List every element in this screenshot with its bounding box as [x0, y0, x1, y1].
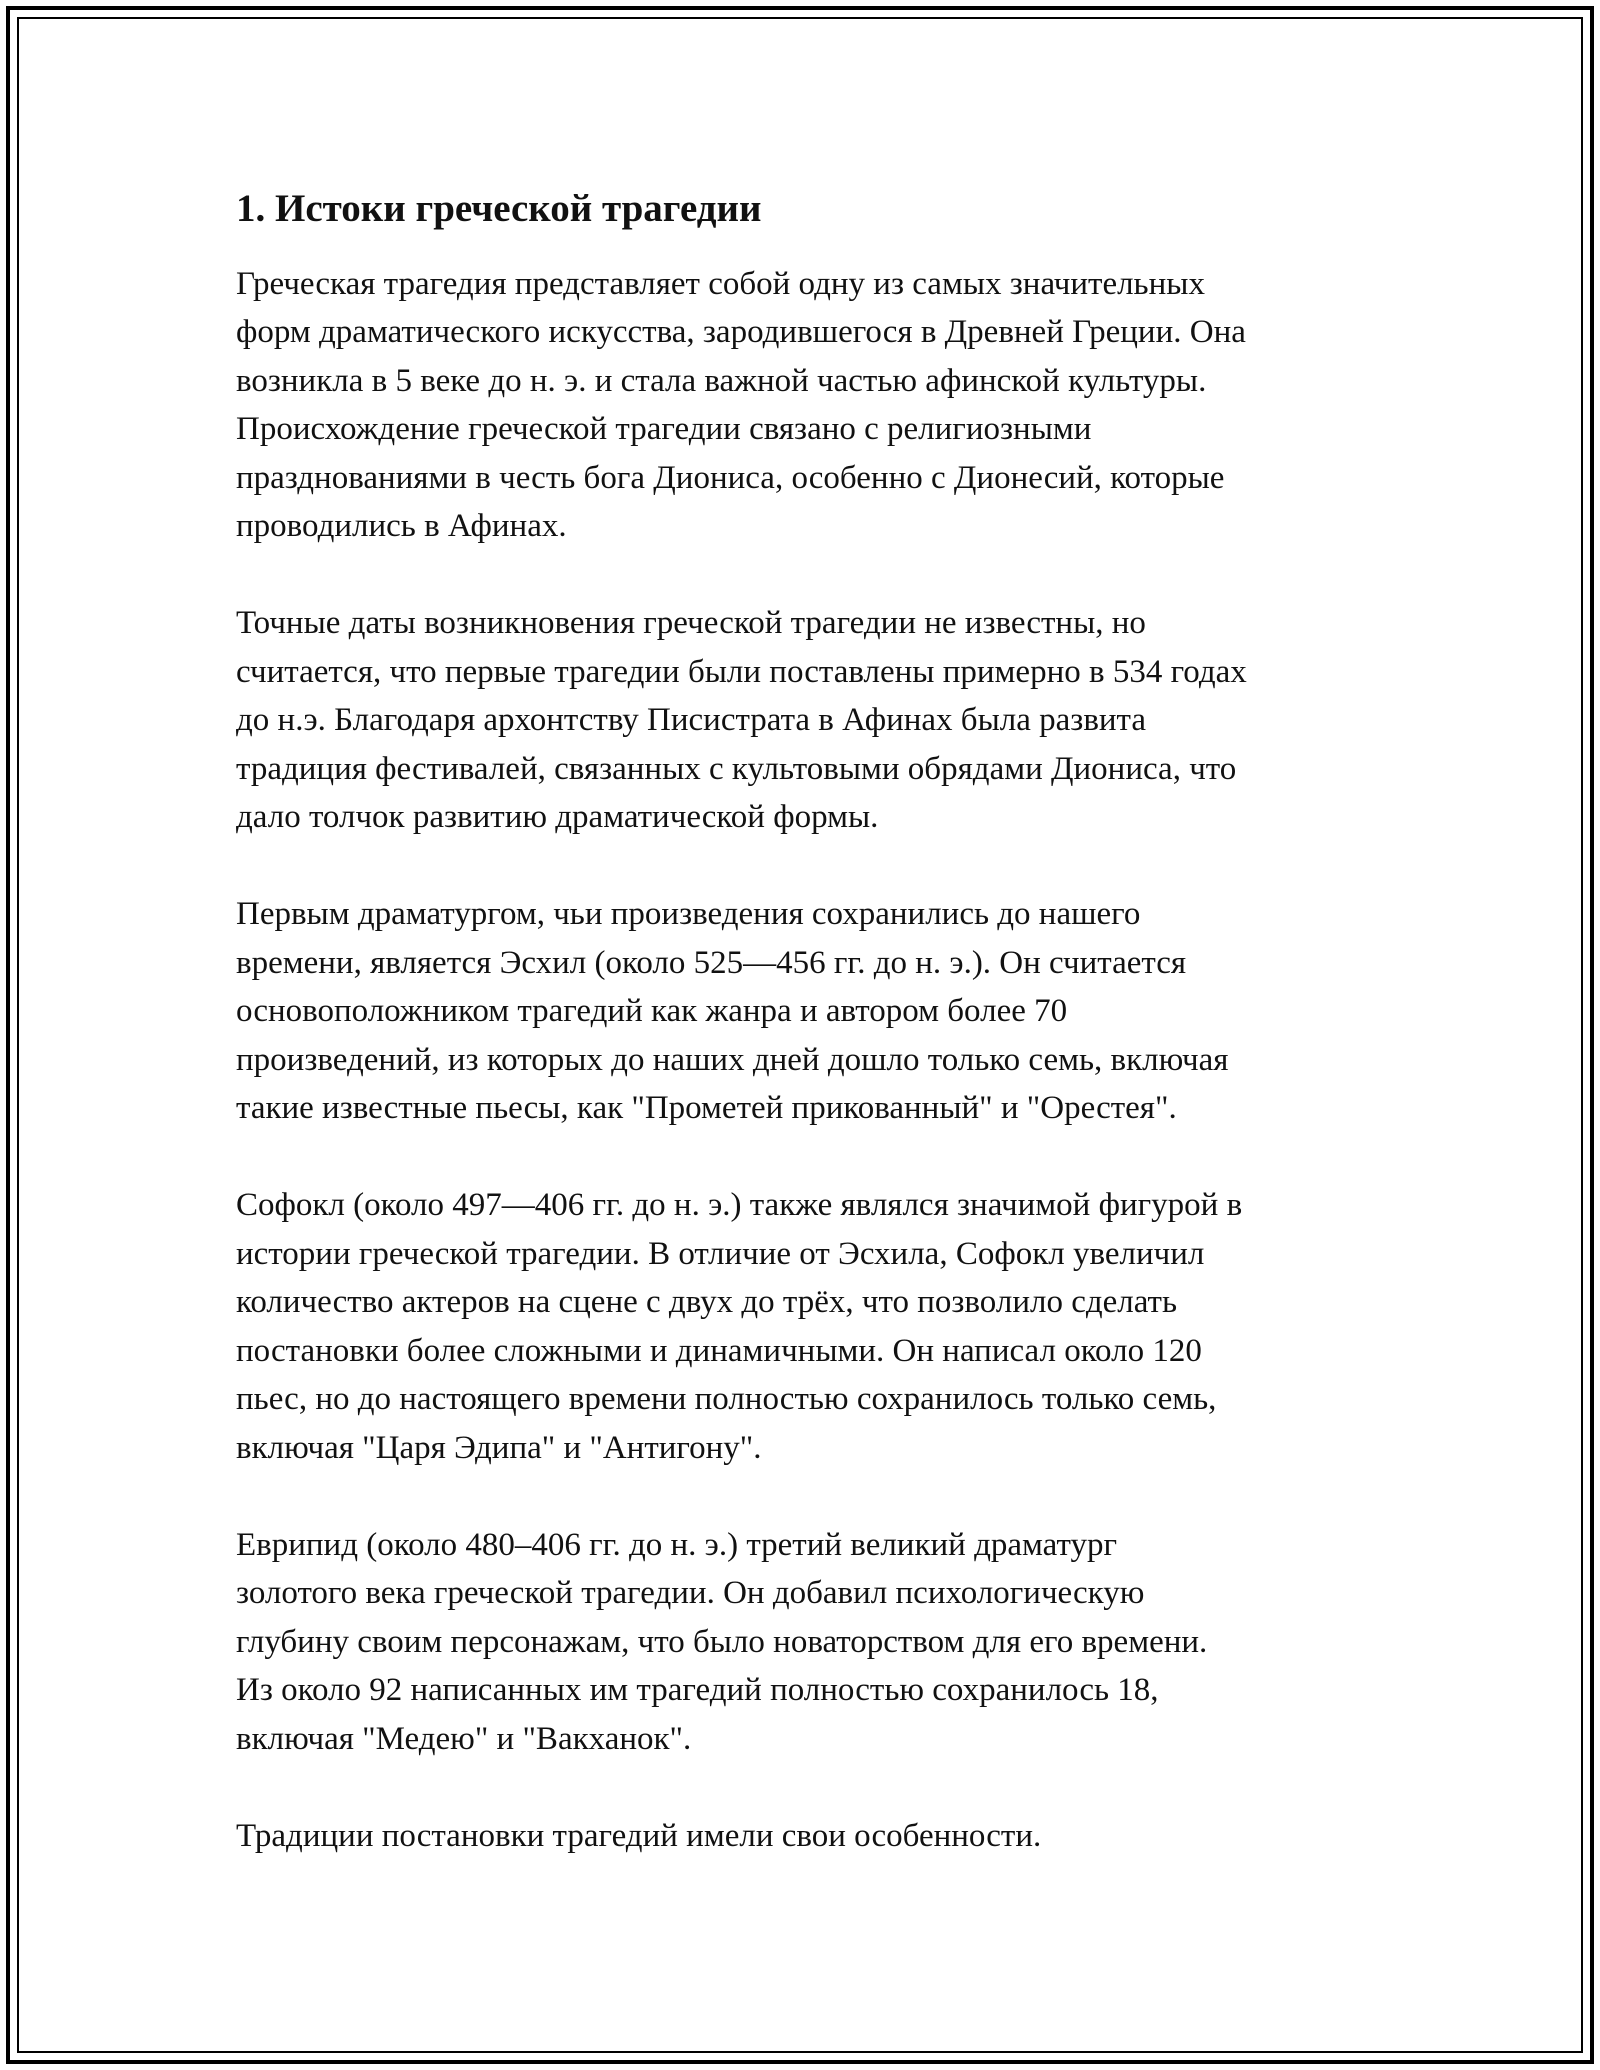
paragraph-dates: Точные даты возникновения греческой трагедии не известны, но считается, что первые трагедии были поставлены примерно в 534 годах до н.э. Благодаря архонтству Писистрата в Афинах была развита традиция фестивалей, связанных с культовыми обрядами Диониса, что дало толчок развитию драматической формы.	[236, 605, 1247, 836]
document-title: 1. Истоки греческой трагедии	[236, 187, 762, 230]
paragraph-sophocles: Софокл (около 497—406 гг. до н. э.) также являлся значимой фигурой в истории греческой трагедии. В отличие от Эсхила, Софокл увеличил количество актеров на сцене с двух до трёх, что позволило сделать постановки более сложными и динамичными. Он написал около 120 пьес, но до настоящего времени полностью сохранилось только семь, включая "Царя Эдипа" и "Антигону".	[236, 1187, 1243, 1466]
paragraph-aeschylus: Первым драматургом, чьи произведения сохранились до нашего времени, является Эсхил (около 525—456 гг. до н. э.). Он считается основоположником трагедий как жанра и автором более 70 произведений, из которых до наших дней дошло только семь, включая такие известные пьесы, как "Прометей прикованный" и "Орестея".	[236, 896, 1229, 1127]
paragraph-euripides: Еврипид (около 480–406 гг. до н. э.) третий великий драматург золотого века греческой трагедии. Он добавил психологическую глубину своим персонажам, что было новаторством для его времени. Из около 92 написанных им трагедий полностью сохранилось 18, включая "Медею" и "Вакханок".	[236, 1526, 1208, 1757]
document-body	[236, 186, 1396, 1909]
paragraph-traditions: Традиции постановки трагедий имели свои особенности.	[236, 1817, 1042, 1854]
paragraph-origins: Греческая трагедия представляет собой одну из самых значительных форм драматического искусства, зародившегося в Древней Греции. Она возникла в 5 веке до н. э. и стала важной частью афинской культуры. Происхождение греческой трагедии связано с религиозными празднованиями в честь бога Диониса, особенно с Дионесий, которые проводились в Афинах.	[236, 265, 1246, 545]
